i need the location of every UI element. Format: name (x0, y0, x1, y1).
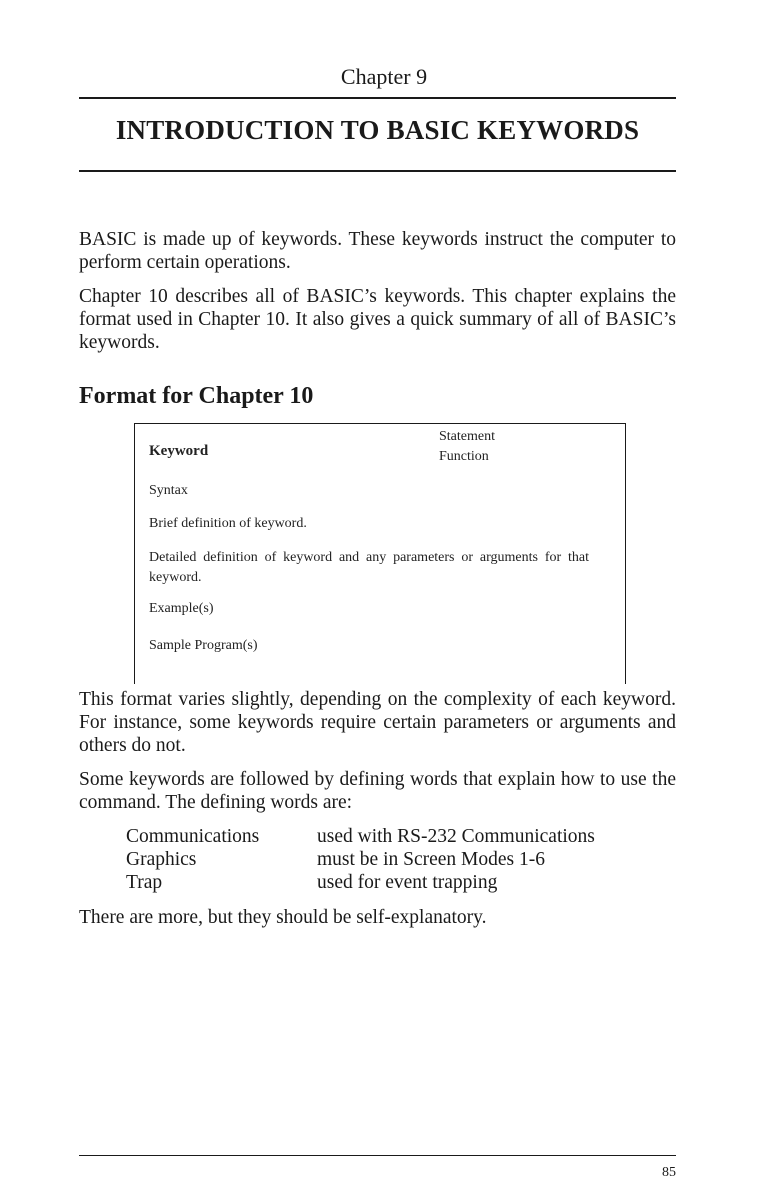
definition-term: Communications (126, 826, 260, 847)
definition-row (126, 848, 595, 871)
chapter-label: Chapter 9 (340, 64, 428, 89)
footer-rule (79, 1155, 676, 1156)
format-brief: Brief definition of keyword. (149, 516, 307, 531)
definition-term: Trap (126, 872, 163, 893)
format-box (134, 423, 626, 684)
intro-paragraph-1: BASIC is made up of keywords. These keywords instruct the computer to perform certain operations. (79, 229, 676, 273)
body-paragraph-2: Some keywords are followed by defining words that explain how to use the command. The defining words are: (79, 769, 676, 813)
definition-row (126, 871, 595, 894)
definition-desc: used with RS-232 Communications (317, 826, 595, 847)
format-syntax: Syntax (149, 483, 188, 498)
definition-row (126, 825, 595, 848)
section-heading: Format for Chapter 10 (79, 383, 314, 409)
body-paragraph-3: There are more, but they should be self-explanatory. (79, 907, 487, 928)
format-kind-statement: Statement (439, 429, 495, 444)
format-keyword-label: Keyword (149, 443, 209, 459)
intro-paragraph-2: Chapter 10 describes all of BASIC’s keywords. This chapter explains the format used in Chapter 10. It also gives a quick summary of all of BASIC’s keywords. (79, 286, 676, 353)
format-sample-programs: Sample Program(s) (149, 638, 258, 653)
header-rule-top (79, 97, 676, 99)
format-kind-function: Function (439, 449, 489, 464)
definition-term: Graphics (126, 849, 197, 870)
page-number: 85 (662, 1165, 676, 1180)
page-title: INTRODUCTION TO BASIC KEYWORDS (115, 115, 640, 145)
definitions-list (126, 825, 595, 894)
format-examples: Example(s) (149, 601, 214, 616)
header-rule-bottom (79, 170, 676, 172)
format-detailed: Detailed definition of keyword and any parameters or arguments for that keyword. (149, 550, 589, 585)
format-kind (439, 427, 495, 467)
body-paragraph-1: This format varies slightly, depending on the complexity of each keyword. For instance, some keywords require certain parameters or arguments and others do not. (79, 689, 676, 756)
definition-desc: used for event trapping (317, 872, 498, 893)
definition-desc: must be in Screen Modes 1-6 (317, 849, 546, 870)
